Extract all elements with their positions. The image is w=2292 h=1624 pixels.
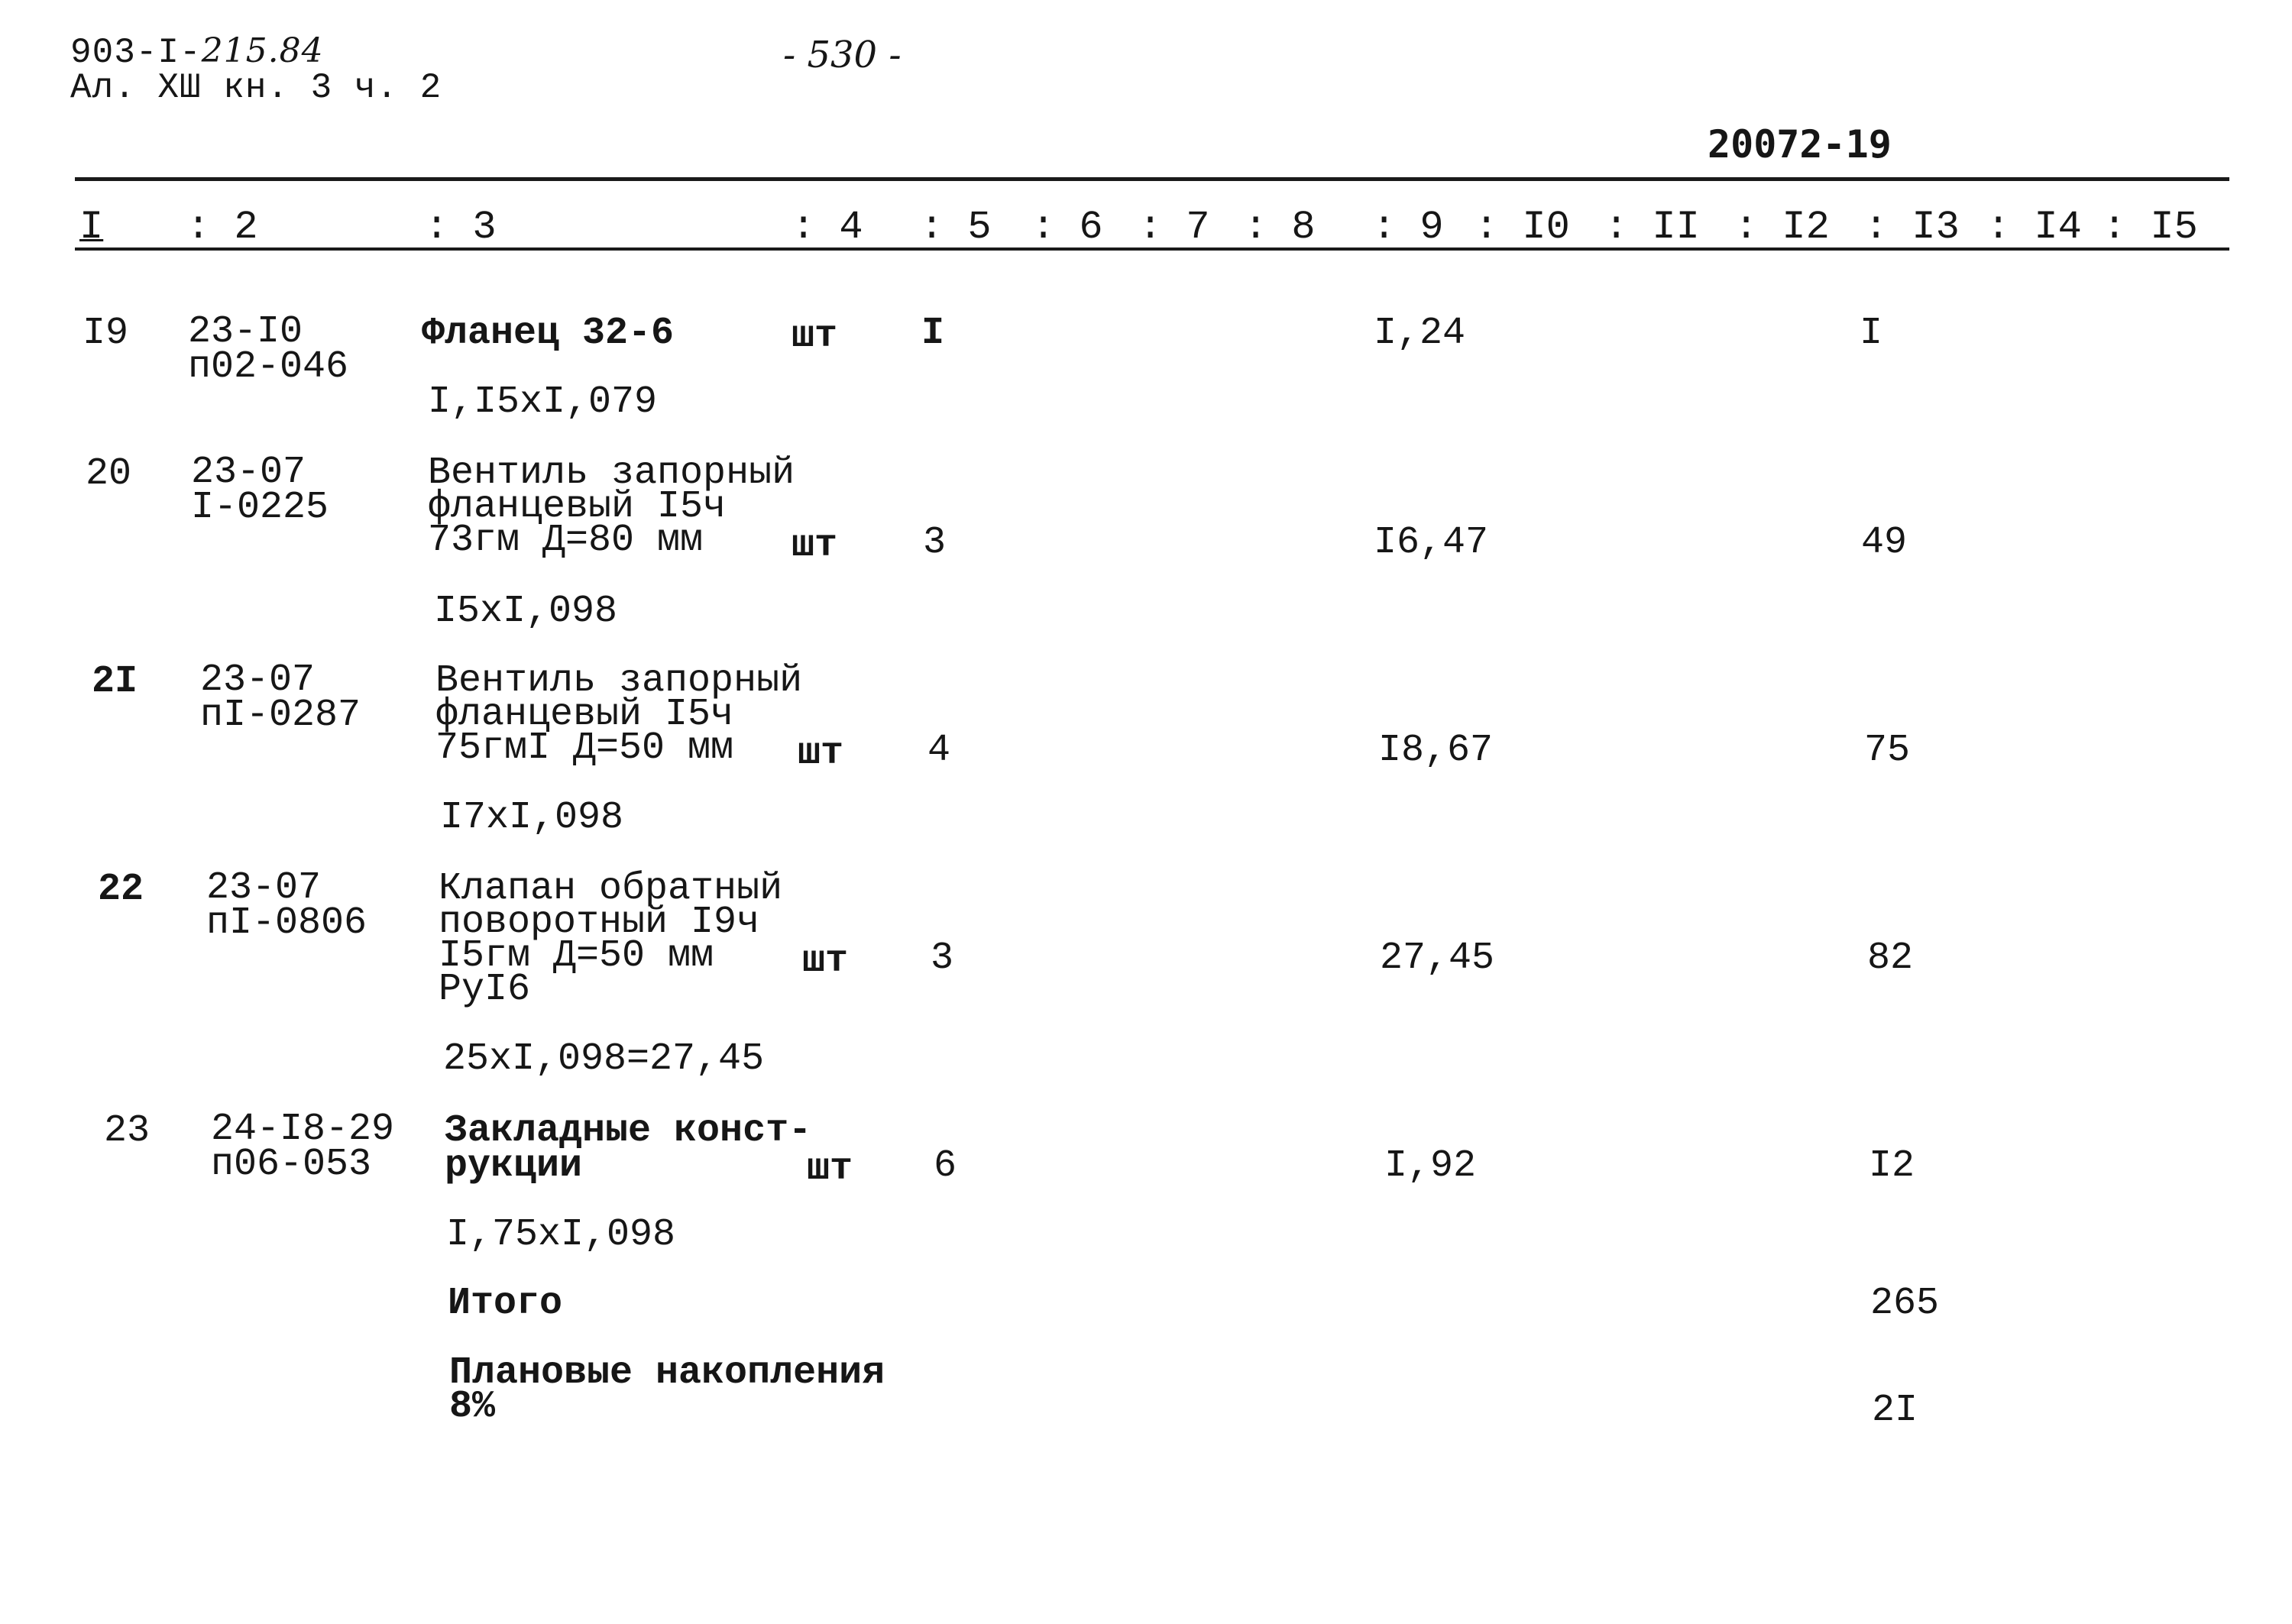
row-code: 23-07 I-0225: [191, 451, 329, 529]
row-number: 22: [98, 868, 144, 911]
column-header: : II: [1604, 205, 1700, 250]
row-total: 82: [1867, 937, 1914, 980]
album-line: Ал. ХШ кн. 3 ч. 2: [70, 68, 442, 108]
column-header: : 4: [792, 205, 863, 250]
row-unit: шт: [802, 940, 849, 983]
column-header: : 2: [186, 205, 258, 250]
column-header: : 9: [1372, 205, 1444, 250]
total-label: Итого: [448, 1282, 563, 1325]
column-header: : 3: [425, 205, 497, 250]
row-name: Клапан обратный поворотный I9ч I5гм Д=50 мм РуI6: [439, 867, 783, 1011]
total-value: 265: [1870, 1282, 1940, 1325]
column-header: : I3: [1864, 205, 1960, 250]
row-price: I,24: [1374, 312, 1466, 355]
page-number: - 530 -: [783, 34, 902, 76]
row-unit: шт: [798, 732, 844, 775]
header-top-rule: [75, 177, 2229, 181]
column-header: I: [79, 205, 104, 250]
row-number: 20: [86, 452, 132, 496]
row-total: I: [1860, 312, 1883, 355]
row-qty: I: [921, 312, 945, 355]
row-unit: шт: [792, 315, 838, 358]
row-calc: 25xI,098=27,45: [443, 1037, 765, 1081]
planned-savings-label: Плановые накопления 8%: [449, 1351, 885, 1428]
row-price: I,92: [1384, 1144, 1477, 1188]
row-price: I6,47: [1374, 521, 1489, 565]
doc-number: 20072-19: [1708, 122, 1892, 167]
column-header: : I2: [1734, 205, 1830, 250]
row-name: Вентиль запорный фланцевый I5ч 73гм Д=80 мм: [428, 451, 795, 562]
document-code-prefix: 903-I-: [70, 33, 202, 73]
row-calc: I,I5xI,079: [428, 380, 658, 424]
column-header: : 7: [1138, 205, 1210, 250]
row-name: Вентиль запорный фланцевый I5ч 75гмI Д=50 мм: [435, 659, 803, 770]
column-header: : I4: [1986, 205, 2082, 250]
row-code: 23-07 пI-0287: [200, 658, 361, 737]
row-number: 2I: [92, 660, 138, 704]
row-code: 23-I0 п02-046: [188, 310, 349, 389]
planned-savings-value: 2I: [1872, 1389, 1918, 1432]
row-total: 49: [1861, 521, 1908, 565]
column-header: : I0: [1475, 205, 1570, 250]
row-calc: I5xI,098: [434, 590, 618, 633]
column-header: : 6: [1031, 205, 1103, 250]
row-name: Фланец 32-6: [422, 312, 675, 355]
row-qty: 4: [927, 729, 951, 772]
row-qty: 3: [923, 521, 947, 565]
row-price: 27,45: [1380, 937, 1495, 980]
row-code: 24-I8-29 п06-053: [211, 1108, 395, 1186]
row-code: 23-07 пI-0806: [206, 866, 367, 945]
document-code: [70, 32, 324, 72]
column-header: : 8: [1244, 205, 1316, 250]
row-total: I2: [1869, 1144, 1915, 1188]
row-number: 23: [104, 1109, 151, 1153]
document-code-handwritten: 215.84: [201, 31, 324, 70]
row-unit: шт: [807, 1147, 853, 1191]
row-number: I9: [83, 312, 129, 355]
column-header: : I5: [2103, 205, 2198, 250]
row-calc: I7xI,098: [440, 796, 624, 839]
column-header: : 5: [920, 205, 992, 250]
row-qty: 6: [934, 1144, 957, 1188]
row-name: Закладные конст- рукции: [445, 1109, 812, 1188]
row-unit: шт: [792, 524, 838, 568]
row-calc: I,75xI,098: [446, 1213, 676, 1257]
row-qty: 3: [931, 937, 954, 980]
row-total: 75: [1864, 729, 1911, 772]
row-price: I8,67: [1378, 729, 1494, 772]
